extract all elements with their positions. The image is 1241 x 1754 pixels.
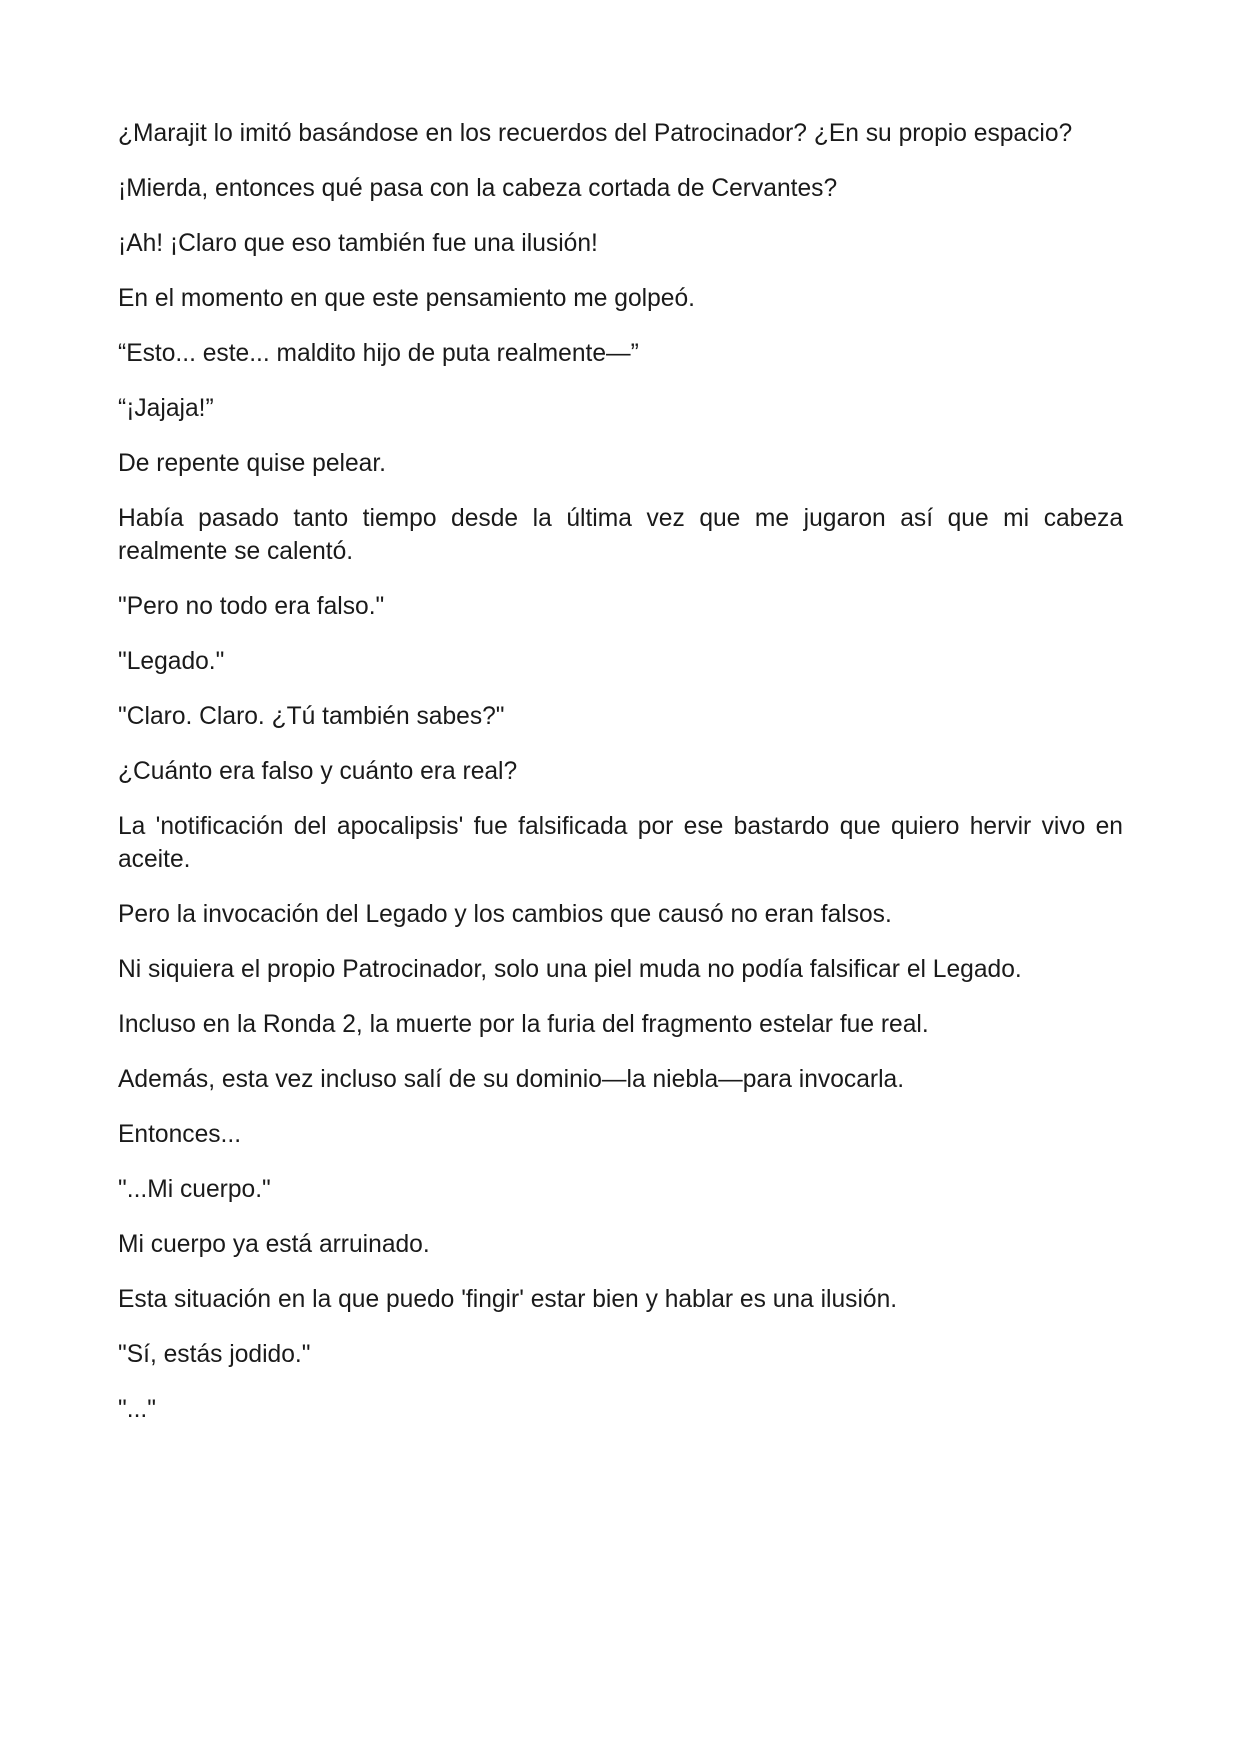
paragraph: "Pero no todo era falso."	[118, 593, 385, 620]
paragraph: "Claro. Claro. ¿Tú también sabes?"	[118, 703, 505, 730]
paragraph: “Esto... este... maldito hijo de puta realmente—”	[118, 340, 639, 367]
paragraph: ¿Marajit lo imitó basándose en los recuerdos del Patrocinador? ¿En su propio espacio?	[118, 120, 1073, 147]
paragraph: ¡Ah! ¡Claro que eso también fue una ilusión!	[118, 230, 598, 257]
paragraph: Había pasado tanto tiempo desde la última vez que me jugaron así que mi cabeza realmente se calentó.	[118, 505, 1123, 565]
paragraph: La 'notificación del apocalipsis' fue falsificada por ese bastardo que quiero hervir vivo en aceite.	[118, 813, 1123, 873]
paragraph: Mi cuerpo ya está arruinado.	[118, 1231, 430, 1258]
paragraph: "Legado."	[118, 648, 225, 675]
paragraph: Entonces...	[118, 1121, 242, 1148]
paragraph: De repente quise pelear.	[118, 450, 386, 477]
paragraph: "Sí, estás jodido."	[118, 1341, 311, 1368]
paragraph: "..."	[118, 1396, 156, 1423]
paragraph: "...Mi cuerpo."	[118, 1176, 271, 1203]
paragraph: “¡Jajaja!”	[118, 395, 214, 422]
paragraph: ¿Cuánto era falso y cuánto era real?	[118, 758, 518, 785]
paragraph: ¡Mierda, entonces qué pasa con la cabeza cortada de Cervantes?	[118, 175, 838, 202]
paragraph: Además, esta vez incluso salí de su dominio—la niebla—para invocarla.	[118, 1066, 905, 1093]
paragraph: Ni siquiera el propio Patrocinador, solo una piel muda no podía falsificar el Legado.	[118, 956, 1022, 983]
paragraph: En el momento en que este pensamiento me golpeó.	[118, 285, 695, 312]
paragraph: Incluso en la Ronda 2, la muerte por la furia del fragmento estelar fue real.	[118, 1011, 929, 1038]
page-body	[118, 117, 1123, 1426]
paragraph: Esta situación en la que puedo 'fingir' estar bien y hablar es una ilusión.	[118, 1286, 898, 1313]
paragraph: Pero la invocación del Legado y los cambios que causó no eran falsos.	[118, 901, 892, 928]
